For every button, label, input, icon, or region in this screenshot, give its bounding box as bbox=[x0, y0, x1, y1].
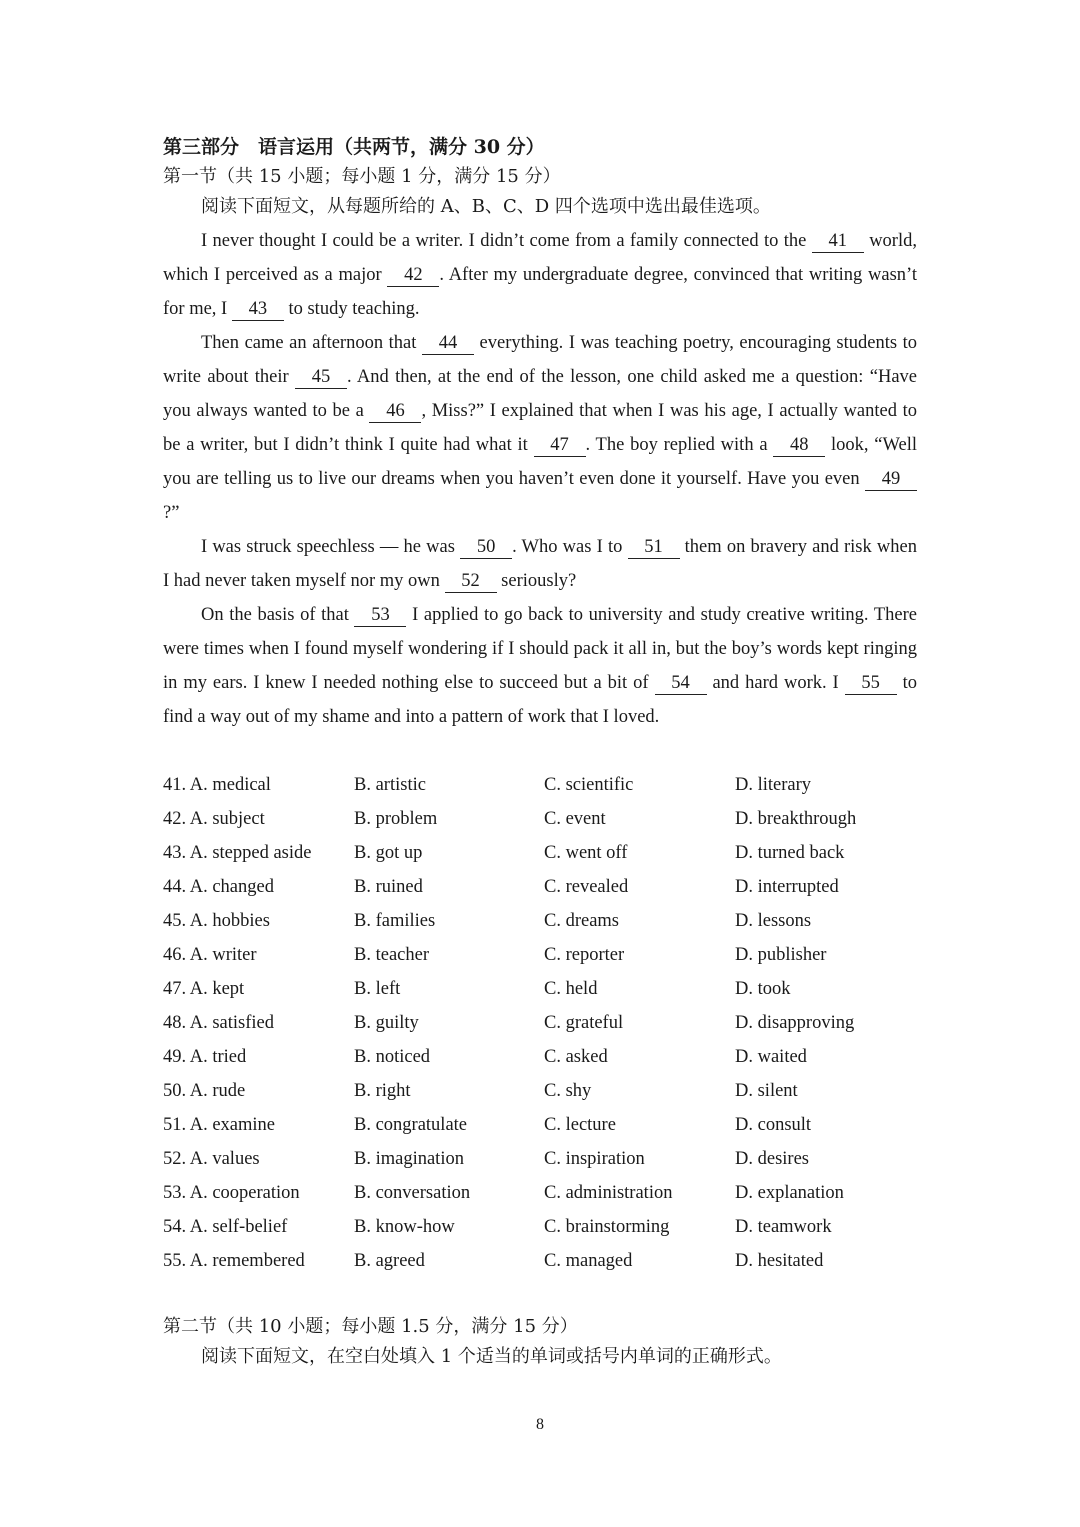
option-c: C. reporter bbox=[544, 944, 625, 965]
option-c: C. grateful bbox=[544, 1012, 624, 1033]
option-b: B. guilty bbox=[354, 1012, 419, 1033]
option-a: 47. A. kept bbox=[163, 978, 245, 999]
option-c: C. lecture bbox=[544, 1114, 616, 1135]
option-b: B. congratulate bbox=[354, 1114, 468, 1135]
passage-text: Then came an afternoon that bbox=[201, 333, 422, 353]
option-b: B. right bbox=[354, 1080, 411, 1101]
question-row bbox=[163, 870, 923, 904]
passage-text: and hard work. I bbox=[706, 673, 845, 693]
question-row bbox=[163, 1006, 923, 1040]
option-d: D. desires bbox=[735, 1148, 809, 1169]
option-d: D. hesitated bbox=[735, 1250, 824, 1271]
passage-text: world, which I perceived as a major bbox=[163, 231, 917, 285]
blank-54: 54 bbox=[655, 672, 707, 695]
blank-42: 42 bbox=[387, 264, 439, 287]
option-b: B. families bbox=[354, 910, 436, 931]
section2-instruction: 阅读下面短文，在空白处填入 1 个适当的单词或括号内单词的正确形式。 bbox=[201, 1346, 782, 1367]
question-row bbox=[163, 938, 923, 972]
option-c: C. asked bbox=[544, 1046, 608, 1067]
passage-text: . Who was I to bbox=[512, 537, 628, 557]
passage-text: I applied to go back to university and study creative writing. There were times when I found myself wondering if I should pack it all in, but the boy’s words kept ringing in my ears. I knew I needed nothing else to succeed but a bit of bbox=[163, 605, 917, 693]
option-d: D. silent bbox=[735, 1080, 798, 1101]
option-b: B. problem bbox=[354, 808, 438, 829]
question-row bbox=[163, 1244, 923, 1278]
blank-41: 41 bbox=[812, 230, 864, 253]
option-d: D. took bbox=[735, 978, 791, 999]
part-title: 第三部分 语言运用（共两节，满分 30 分） bbox=[163, 136, 545, 158]
option-a: 41. A. medical bbox=[163, 774, 271, 795]
option-d: D. interrupted bbox=[735, 876, 839, 897]
option-a: 46. A. writer bbox=[163, 944, 257, 965]
answer-options bbox=[163, 768, 923, 1278]
option-a: 48. A. satisfied bbox=[163, 1012, 274, 1033]
blank-48: 48 bbox=[773, 434, 825, 457]
paragraph bbox=[163, 530, 917, 598]
question-row bbox=[163, 1142, 923, 1176]
option-b: B. got up bbox=[354, 842, 423, 863]
question-row bbox=[163, 802, 923, 836]
section1-title: 第一节（共 15 小题；每小题 1 分，满分 15 分） bbox=[163, 166, 561, 187]
blank-45: 45 bbox=[295, 366, 347, 389]
option-d: D. literary bbox=[735, 774, 812, 795]
blank-47: 47 bbox=[534, 434, 586, 457]
question-row bbox=[163, 836, 923, 870]
passage-text: , Miss?” I explained that when I was his age, I actually wanted to be a writer, but I didn’t think I quite had what it bbox=[163, 401, 917, 455]
option-c: C. dreams bbox=[544, 910, 620, 931]
blank-52: 52 bbox=[445, 570, 497, 593]
paragraph bbox=[163, 598, 917, 734]
blank-50: 50 bbox=[460, 536, 512, 559]
passage-text: look, “Well you are telling us to live our dreams when you haven’t even done it yourself. Have you even bbox=[163, 435, 917, 489]
question-row bbox=[163, 1108, 923, 1142]
option-a: 45. A. hobbies bbox=[163, 910, 270, 931]
option-d: D. consult bbox=[735, 1114, 812, 1135]
passage-text: I never thought I could be a writer. I didn’t come from a family connected to the bbox=[201, 231, 812, 251]
option-d: D. teamwork bbox=[735, 1216, 832, 1237]
paragraph bbox=[163, 224, 917, 326]
blank-55: 55 bbox=[845, 672, 897, 695]
option-d: D. publisher bbox=[735, 944, 827, 965]
blank-49: 49 bbox=[865, 468, 917, 491]
option-c: C. administration bbox=[544, 1182, 673, 1203]
passage-text: On the basis of that bbox=[201, 605, 355, 625]
question-row bbox=[163, 1176, 923, 1210]
option-a: 50. A. rude bbox=[163, 1080, 246, 1101]
passage-text: . After my undergraduate degree, convinced that writing wasn’t for me, I bbox=[163, 265, 918, 319]
blank-51: 51 bbox=[628, 536, 680, 559]
option-a: 43. A. stepped aside bbox=[163, 842, 312, 863]
option-b: B. ruined bbox=[354, 876, 423, 897]
option-a: 42. A. subject bbox=[163, 808, 265, 829]
question-row bbox=[163, 1040, 923, 1074]
option-d: D. lessons bbox=[735, 910, 812, 931]
blank-46: 46 bbox=[369, 400, 421, 423]
option-c: C. revealed bbox=[544, 876, 629, 897]
blank-53: 53 bbox=[354, 604, 406, 627]
question-row bbox=[163, 904, 923, 938]
question-row bbox=[163, 972, 923, 1006]
option-b: B. left bbox=[354, 978, 401, 999]
option-a: 44. A. changed bbox=[163, 876, 274, 897]
option-c: C. shy bbox=[544, 1080, 592, 1101]
option-a: 49. A. tried bbox=[163, 1046, 247, 1067]
question-row bbox=[163, 1074, 923, 1108]
page-number: 8 bbox=[536, 1416, 544, 1433]
option-d: D. waited bbox=[735, 1046, 807, 1067]
option-b: B. noticed bbox=[354, 1046, 431, 1067]
option-a: 55. A. remembered bbox=[163, 1250, 305, 1271]
option-b: B. imagination bbox=[354, 1148, 464, 1169]
blank-44: 44 bbox=[422, 332, 474, 355]
passage-text: everything. I was teaching poetry, encouraging students to write about their bbox=[163, 333, 917, 387]
paragraph bbox=[163, 326, 917, 530]
option-c: C. brainstorming bbox=[544, 1216, 670, 1237]
option-c: C. event bbox=[544, 808, 606, 829]
option-a: 54. A. self-belief bbox=[163, 1216, 288, 1237]
option-d: D. explanation bbox=[735, 1182, 844, 1203]
passage-text: to study teaching. bbox=[283, 299, 420, 319]
passage-text: . And then, at the end of the lesson, one child asked me a question: “Have you always wanted to be a bbox=[163, 367, 918, 421]
option-c: C. inspiration bbox=[544, 1148, 645, 1169]
option-c: C. held bbox=[544, 978, 598, 999]
option-b: B. conversation bbox=[354, 1182, 471, 1203]
passage-text: ?” bbox=[163, 503, 180, 523]
passage-text: to find a way out of my shame and into a pattern of work that I loved. bbox=[163, 673, 918, 727]
option-c: C. went off bbox=[544, 842, 628, 863]
option-b: B. artistic bbox=[354, 774, 426, 795]
option-b: B. agreed bbox=[354, 1250, 425, 1271]
option-b: B. know-how bbox=[354, 1216, 455, 1237]
passage-text: . The boy replied with a bbox=[585, 435, 774, 455]
option-d: D. disapproving bbox=[735, 1012, 855, 1033]
passage-text: seriously? bbox=[496, 571, 577, 591]
cloze-passage bbox=[163, 224, 917, 734]
section2-title: 第二节（共 10 小题；每小题 1.5 分，满分 15 分） bbox=[163, 1316, 578, 1337]
option-a: 53. A. cooperation bbox=[163, 1182, 300, 1203]
option-d: D. breakthrough bbox=[735, 808, 857, 829]
passage-text: them on bravery and risk when I had never taken myself nor my own bbox=[163, 537, 917, 591]
option-c: C. managed bbox=[544, 1250, 633, 1271]
option-c: C. scientific bbox=[544, 774, 634, 795]
question-row bbox=[163, 1210, 923, 1244]
section1-instruction: 阅读下面短文，从每题所给的 A、B、C、D 四个选项中选出最佳选项。 bbox=[201, 196, 771, 217]
blank-43: 43 bbox=[232, 298, 284, 321]
option-d: D. turned back bbox=[735, 842, 845, 863]
passage-text: I was struck speechless — he was bbox=[201, 537, 461, 557]
option-a: 52. A. values bbox=[163, 1148, 260, 1169]
option-b: B. teacher bbox=[354, 944, 429, 965]
option-a: 51. A. examine bbox=[163, 1114, 276, 1135]
question-row bbox=[163, 768, 923, 802]
